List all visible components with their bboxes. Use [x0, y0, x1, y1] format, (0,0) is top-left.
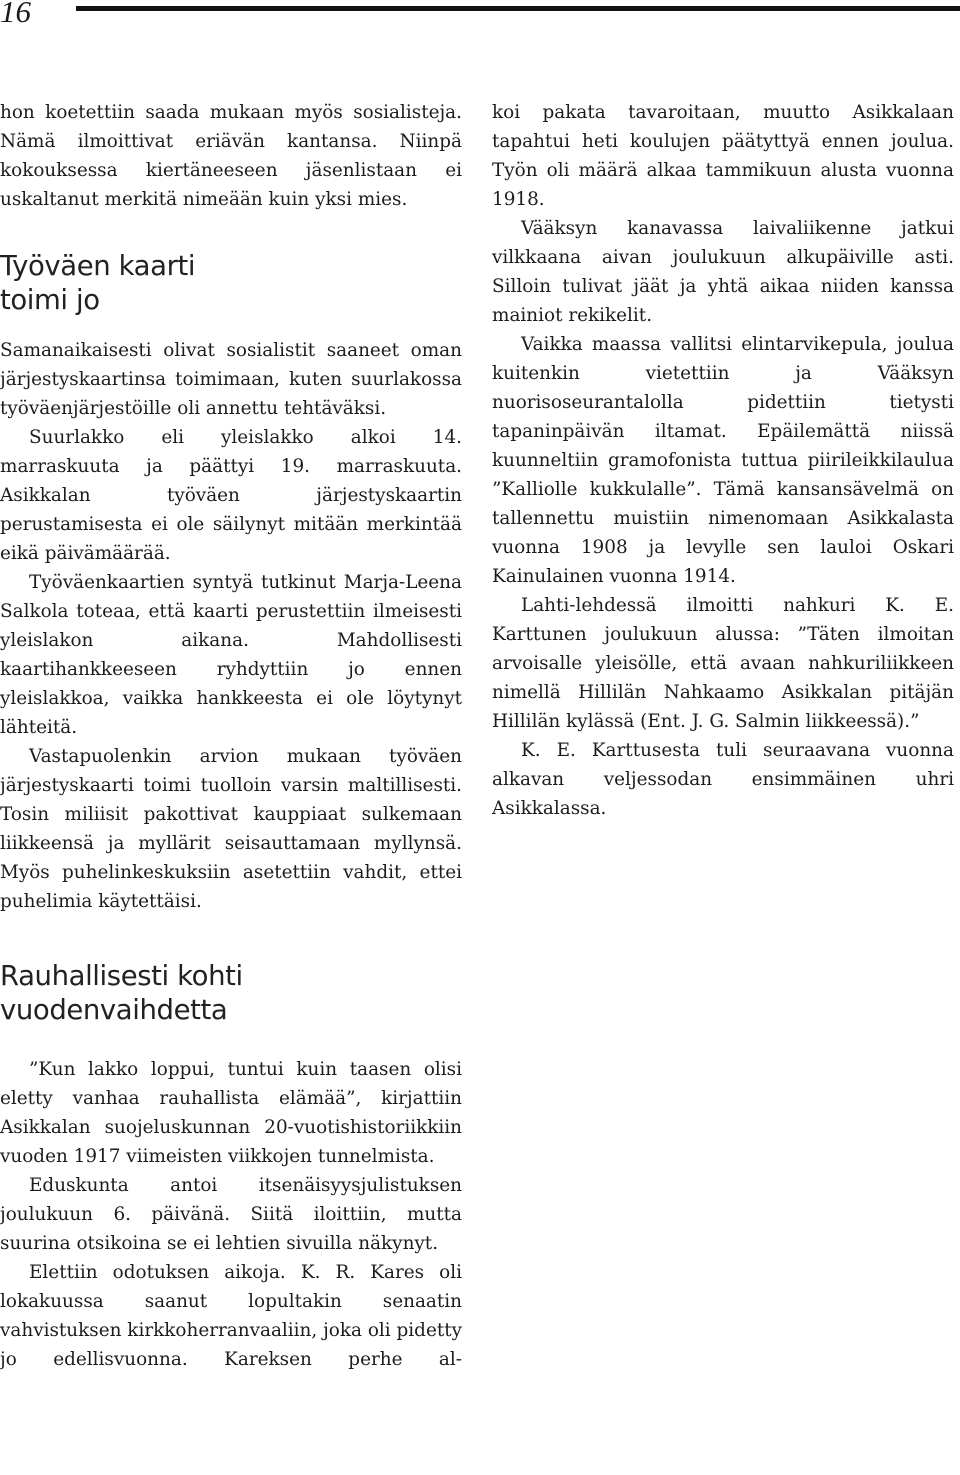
body-paragraph: Vaikka maassa vallitsi elintarvikepula, joulua kuitenkin vietettiin ja Vääksyn nuorisoseurantalolla pidettiin tietysti tapaninpäivän iltamat. Epäilemättä niissä kuunneltiin gramofonista tuttua piirileikkilaulua ”Kalliolle kukkulalle”. Tämä kansansävelmä on tallennettu muistiin nimenomaan Asikkalasta vuonna 1908 ja levylle sen lauloi Oskari Kainulainen vuonna 1914.	[492, 334, 954, 587]
section-heading-line: toimi jo	[0, 284, 100, 316]
body-paragraph: Eduskunta antoi itsenäisyysjulistuksen joulukuun 6. päivänä. Siitä iloittiin, mutta suurina otsikoina se ei lehtien sivuilla näkynyt.	[0, 1175, 462, 1254]
body-paragraph: K. E. Karttusesta tuli seuraavana vuonna alkavan veljessodan ensimmäinen uhri Asikkalassa.	[492, 740, 954, 819]
page-number: 16	[0, 0, 31, 29]
right-column	[492, 98, 954, 823]
header-rule	[76, 6, 960, 11]
section-heading-line: Työväen kaarti	[0, 250, 196, 282]
section-heading-line: Rauhallisesti kohti	[0, 960, 243, 992]
body-paragraph: Suurlakko eli yleislakko alkoi 14. marraskuuta ja päättyi 19. marraskuuta. Asikkalan työväen järjestyskaartin perustamisesta ei ole säilynyt mitään merkintää eikä päivämäärää.	[0, 427, 462, 564]
body-paragraph: Työväenkaartien syntyä tutkinut Marja-Leena Salkola toteaa, että kaarti perustettiin ilmeisesti yleislakon aikana. Mahdollisesti kaartihankkeeseen ryhdyttiin jo ennen yleislakkoa, vaikka hankkeesta ei ole löytynyt lähteitä.	[0, 572, 462, 738]
body-paragraph: Vastapuolenkin arvion mukaan työväen järjestyskaarti toimi tuolloin varsin maltillisesti. Tosin miliisit pakottivat kauppiaat sulkemaan liikkeensä ja myllärit seisauttamaan myllynsä. Myös puhelinkeskuksiin asetettiin vahdit, ettei puhelimia käytettäisi.	[0, 746, 462, 912]
body-paragraph: Elettiin odotuksen aikoja. K. R. Kares oli lokakuussa saanut lopultakin senaatin vahvistuksen kirkkoherranvaaliin, joka oli pidetty jo edellisvuonna. Kareksen perhe al-	[0, 1262, 462, 1370]
section-heading-tyovaen-kaarti	[0, 249, 462, 317]
section-heading-line: vuodenvaihdetta	[0, 994, 228, 1026]
section-heading-rauhallisesti	[0, 959, 462, 1027]
intro-paragraph: hon koetettiin saada mukaan myös sosialisteja. Nämä ilmoittivat eriävän kantansa. Niinpä kokouksessa kiertäneeseen jäsenlistaan ei uskaltanut merkitä nimeään kuin yksi mies.	[0, 102, 462, 210]
body-paragraph: Samanaikaisesti olivat sosialistit saaneet oman järjestyskaartinsa toimimaan, kuten suurlakossa työväenjärjestöille oli annettu tehtäväksi.	[0, 340, 462, 419]
body-paragraph: koi pakata tavaroitaan, muutto Asikkalaan tapahtui heti koulujen päätyttyä ennen joulua. Työn oli määrä alkaa tammikuun alusta vuonna 1918.	[492, 102, 954, 210]
body-paragraph: ”Kun lakko loppui, tuntui kuin taasen olisi eletty vanhaa rauhallista elämää”, kirjattiin Asikkalan suojeluskunnan 20-vuotishistoriikkiin vuoden 1917 viimeisten viikkojen tunnelmista.	[0, 1059, 462, 1167]
left-column	[0, 98, 462, 1374]
body-paragraph: Vääksyn kanavassa laivaliikenne jatkui vilkkaana aivan joulukuun alkupäiville asti. Silloin tulivat jäät ja yhtä aikaa niiden kanssa mainiot rekikelit.	[492, 218, 954, 326]
body-paragraph: Lahti-lehdessä ilmoitti nahkuri K. E. Karttunen joulukuun alussa: ”Täten ilmoitan arvoisalle yleisölle, että avaan nahkuriliikkeen nimellä Hillilän Nahkaamo Asikkalan pitäjän Hillilän kylässä (Ent. J. G. Salmin liikkeessä).”	[492, 595, 954, 732]
